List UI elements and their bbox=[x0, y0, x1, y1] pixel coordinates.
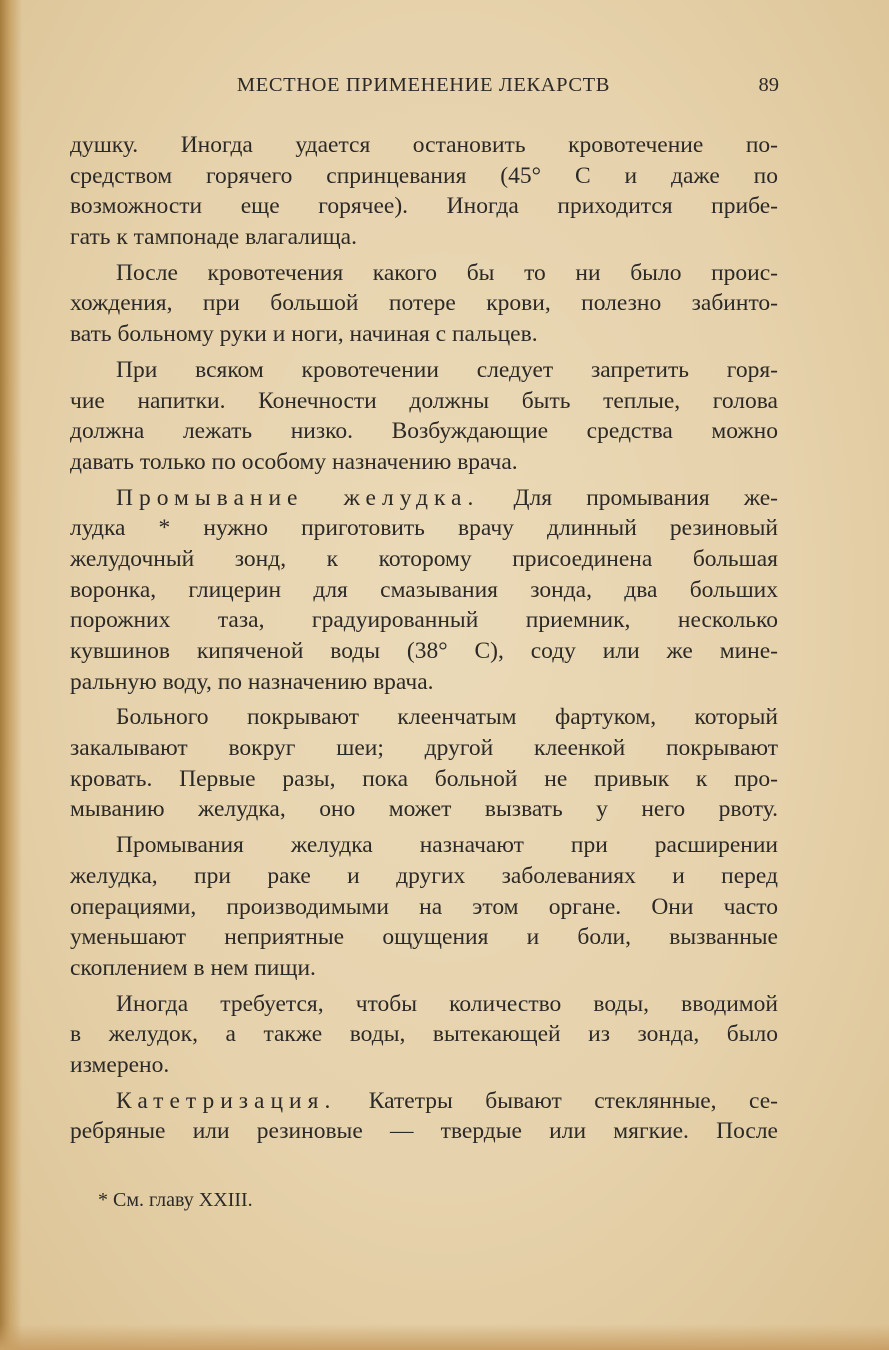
text-line: гать к тампонаде влагалища. bbox=[70, 224, 357, 251]
text-line: кровать. Первые разы, пока больной не привык к про- bbox=[70, 765, 778, 792]
text-line: вать больному руки и ноги, начиная с пальцев. bbox=[70, 321, 538, 348]
text-line: Иногда требуется, чтобы количество воды, вводимой bbox=[116, 990, 778, 1017]
section-heading: Катетризация. bbox=[116, 1087, 337, 1114]
text-line: закалывают вокруг шеи; другой клеенкой покрывают bbox=[70, 735, 778, 762]
paragraph bbox=[70, 1086, 778, 1147]
text-line: уменьшают неприятные ощущения и боли, вызванные bbox=[70, 924, 778, 951]
paragraph bbox=[70, 355, 778, 478]
text-line: давать только по особому назначению врача. bbox=[70, 448, 518, 475]
text-line: порожних таза, градуированный приемник, несколько bbox=[70, 607, 778, 634]
binding-shadow bbox=[0, 0, 22, 1350]
text-line bbox=[70, 483, 778, 514]
text-line-rest: Для промывания же- bbox=[479, 484, 779, 511]
running-title: МЕСТНОЕ ПРИМЕНЕНИЕ ЛЕКАРСТВ bbox=[236, 74, 611, 96]
text-line: скоплением в нем пищи. bbox=[70, 954, 316, 981]
text-line: Промывания желудка назначают при расширении bbox=[116, 832, 778, 859]
text-line: хождения, при большой потере крови, полезно забинто- bbox=[70, 290, 778, 317]
section-heading: Промывание желудка. bbox=[116, 484, 480, 511]
paragraph bbox=[70, 830, 778, 983]
text-line: средством горячего спринцевания (45° С и даже по bbox=[70, 162, 778, 189]
text-line: лудка * нужно приготовить врачу длинный резиновый bbox=[70, 515, 778, 542]
text-line: ребряные или резиновые — твердые или мягкие. После bbox=[70, 1118, 778, 1145]
text-line: желудка, при раке и других заболеваниях и перед bbox=[70, 862, 778, 889]
paragraph bbox=[70, 702, 778, 825]
paragraph bbox=[70, 483, 778, 698]
text-line: воронка, глицерин для смазывания зонда, два больших bbox=[70, 576, 778, 603]
text-line: должна лежать низко. Возбуждающие средства можно bbox=[70, 418, 778, 445]
text-line: При всяком кровотечении следует запретить горя- bbox=[116, 356, 778, 383]
text-line: возможности еще горячее). Иногда приходится прибе- bbox=[70, 193, 778, 220]
paragraph bbox=[70, 258, 778, 350]
page-number: 89 bbox=[758, 74, 779, 96]
page-bottom-stain bbox=[0, 1324, 889, 1350]
running-head bbox=[68, 74, 779, 102]
body-text bbox=[70, 130, 778, 1152]
text-line: мыванию желудка, оно может вызвать у него рвоту. bbox=[70, 796, 778, 823]
text-line: желудочный зонд, к которому присоединена большая bbox=[70, 545, 778, 572]
text-line: ральную воду, по назначению врача. bbox=[70, 668, 434, 695]
text-line: чие напитки. Конечности должны быть теплые, голова bbox=[70, 387, 778, 414]
paragraph bbox=[70, 989, 778, 1081]
paragraph bbox=[70, 130, 778, 253]
text-line: в желудок, а также воды, вытекающей из зонда, было bbox=[70, 1021, 778, 1048]
text-line: душку. Иногда удается остановить кровотечение по- bbox=[70, 132, 778, 158]
text-line: измерено. bbox=[70, 1051, 170, 1078]
text-line: После кровотечения какого бы то ни было проис- bbox=[116, 259, 778, 286]
text-line-rest: Катетры бывают стеклянные, се- bbox=[336, 1087, 778, 1114]
text-line bbox=[70, 1086, 778, 1117]
text-line: кувшинов кипяченой воды (38° С), соду или же мине- bbox=[70, 638, 778, 664]
text-line: Больного покрывают клеенчатым фартуком, который bbox=[116, 704, 778, 731]
text-line: операциями, производимыми на этом органе. Они часто bbox=[70, 893, 778, 920]
footnote: * См. главу XXIII. bbox=[98, 1189, 253, 1211]
